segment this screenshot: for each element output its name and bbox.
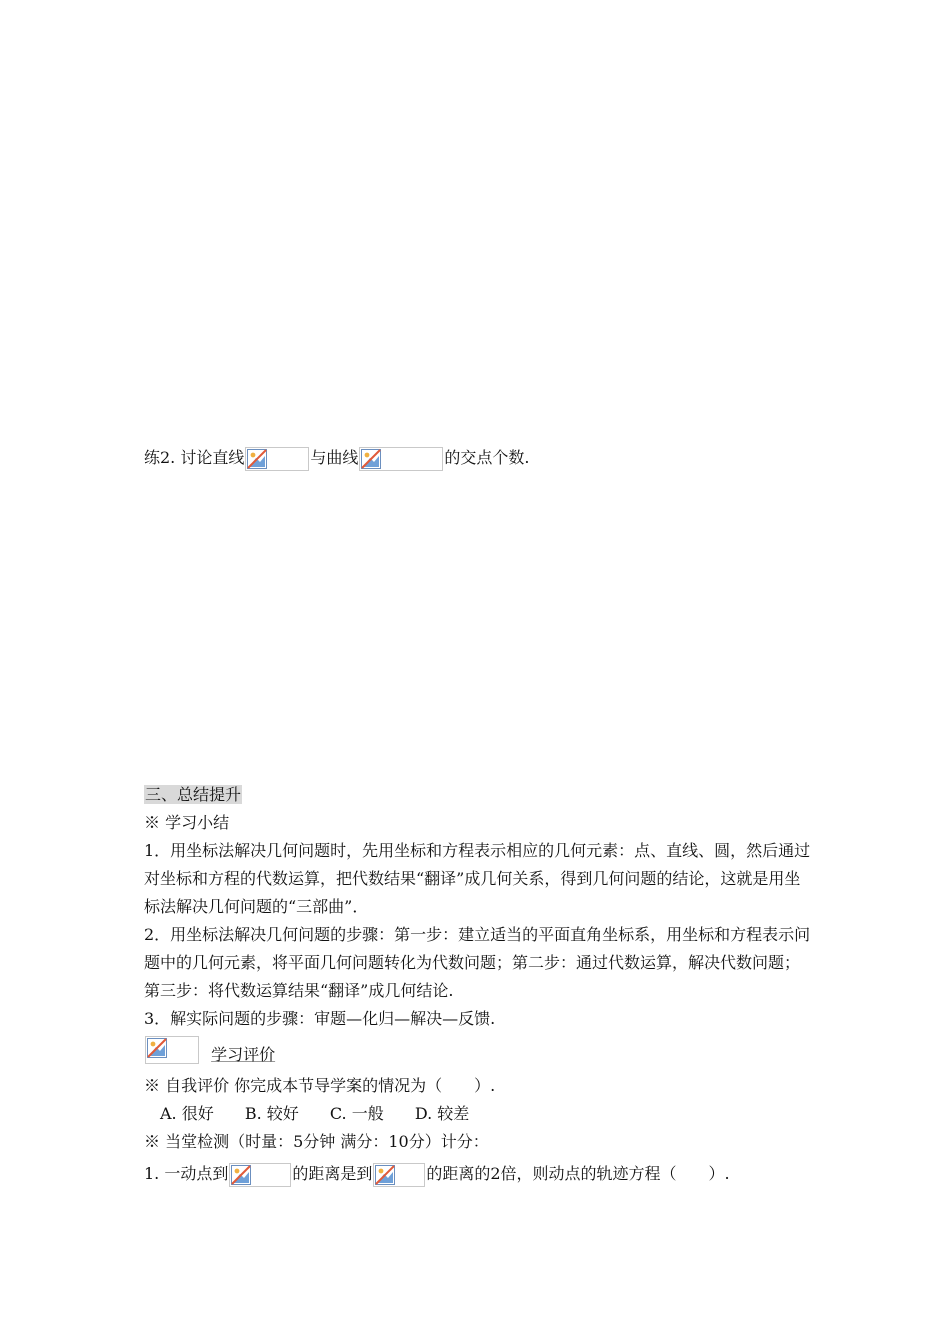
line-equation-image-icon [245,447,309,471]
class-test-label: ※ 当堂检测（时量：5分钟 满分：10分）计分： [144,1132,489,1151]
evaluation-image-icon [145,1036,199,1064]
point-1-image-icon [229,1163,291,1187]
summary-point-2: 2．用坐标法解决几何问题的步骤：第一步：建立适当的平面直角坐标系，用坐标和方程表示问题中的几何元素，将平面几何问题转化为代数问题；第二步：通过代数运算，解决代数问题；第三步：将代数运算结果“翻译”成几何结论. [144,925,811,1000]
point-2-image-icon [373,1163,425,1187]
exercise-2-suffix: 的交点个数. [444,448,530,467]
exercise-2-middle: 与曲线 [310,448,359,467]
choice-b: B. 较好 [244,1104,299,1123]
exercise-2-prefix: 练2. 讨论直线 [144,448,245,467]
exercise-2 [144,444,529,472]
choice-a: A. 很好 [160,1104,214,1123]
test-question-1 [144,1160,730,1188]
choice-c: C. 一般 [329,1104,384,1123]
curve-equation-image-icon [359,447,443,471]
summary-point-3: 3．解实际问题的步骤：审题—化归—解决—反馈. [144,1009,496,1028]
self-evaluation-choices [160,1100,495,1128]
evaluation-heading [144,1035,275,1065]
section-summary-title [144,781,242,809]
question-1-prefix: 1. 一动点到 [144,1164,229,1183]
study-summary-label: ※ 学习小结 [144,813,230,832]
question-1-suffix: 的距离的2倍，则动点的轨迹方程（ ）. [426,1164,730,1183]
section-title: 三、总结提升 [145,785,242,804]
self-evaluation: ※ 自我评价 你完成本节导学案的情况为（ ）. [144,1076,496,1095]
choice-d: D. 较差 [414,1104,470,1123]
summary-point-1: 1．用坐标法解决几何问题时，先用坐标和方程表示相应的几何元素：点、直线、圆，然后通过对坐标和方程的代数运算，把代数结果“翻译”成几何关系，得到几何问题的结论，这就是用坐标法解决几何问题的“三部曲”． [144,841,811,916]
evaluation-title: 学习评价 [211,1045,276,1064]
question-1-middle: 的距离是到 [292,1164,373,1183]
